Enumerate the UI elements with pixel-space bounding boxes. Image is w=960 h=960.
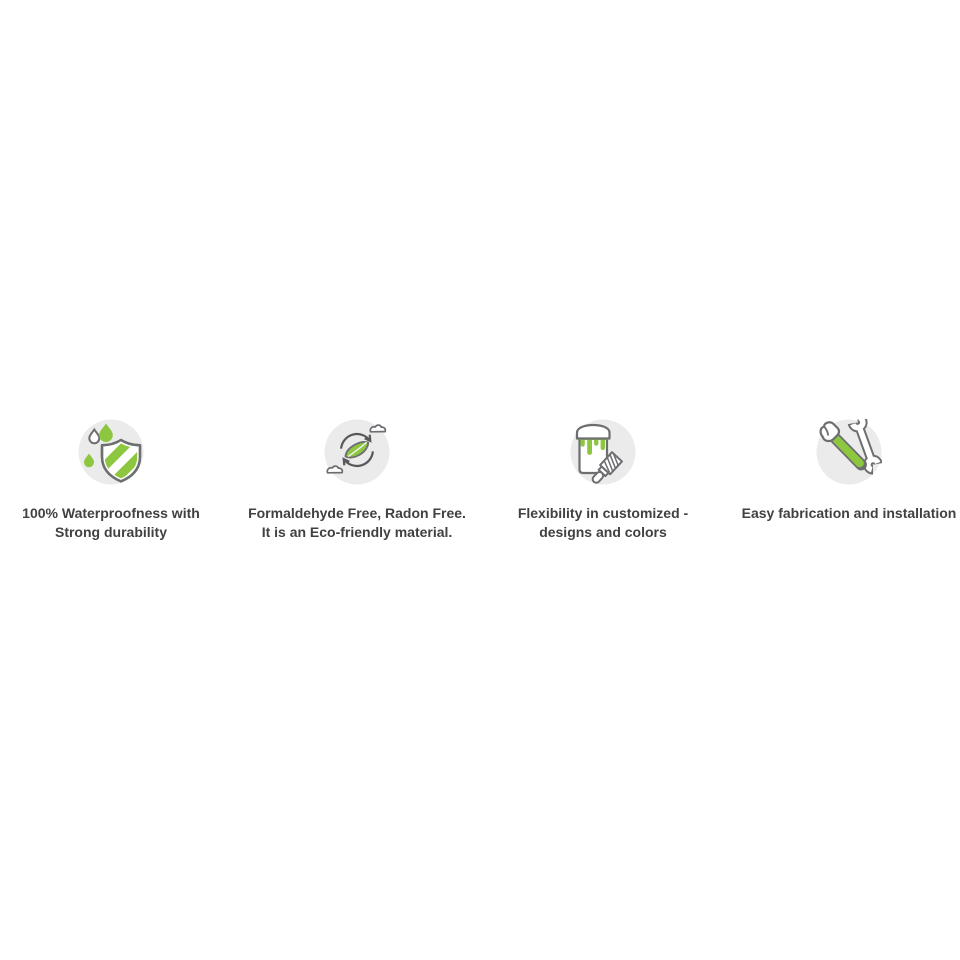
- features-row: [0, 419, 960, 542]
- icon-wrap: [570, 419, 636, 485]
- caption-line: designs and colors: [539, 524, 667, 540]
- caption-line: Easy fabrication and installation: [741, 505, 957, 521]
- feature-caption: [248, 504, 466, 542]
- caption-line: Formaldehyde Free, Radon Free.: [248, 505, 466, 521]
- icon-wrap: [78, 419, 144, 485]
- feature-caption: [518, 504, 688, 542]
- waterproof-shield-drops-icon: [78, 419, 144, 485]
- feature-item-eco-friendly: [234, 419, 480, 542]
- caption-line: Flexibility in customized -: [517, 505, 689, 521]
- feature-item-easy-installation: [726, 419, 960, 542]
- hammer-wrench-icon: [816, 419, 882, 485]
- icon-wrap: [816, 419, 882, 485]
- caption-line: Strong durability: [54, 524, 167, 540]
- feature-item-custom-designs: [480, 419, 726, 542]
- icon-wrap: [324, 419, 390, 485]
- feature-caption: [742, 504, 957, 523]
- caption-line: It is an Eco-friendly material.: [261, 524, 453, 540]
- paint-bucket-brush-icon: [570, 419, 636, 485]
- feature-item-waterproofness: [0, 419, 234, 542]
- caption-line: 100% Waterproofness with: [22, 505, 200, 521]
- eco-recycle-leaf-icon: [324, 419, 390, 485]
- feature-caption: [22, 504, 200, 542]
